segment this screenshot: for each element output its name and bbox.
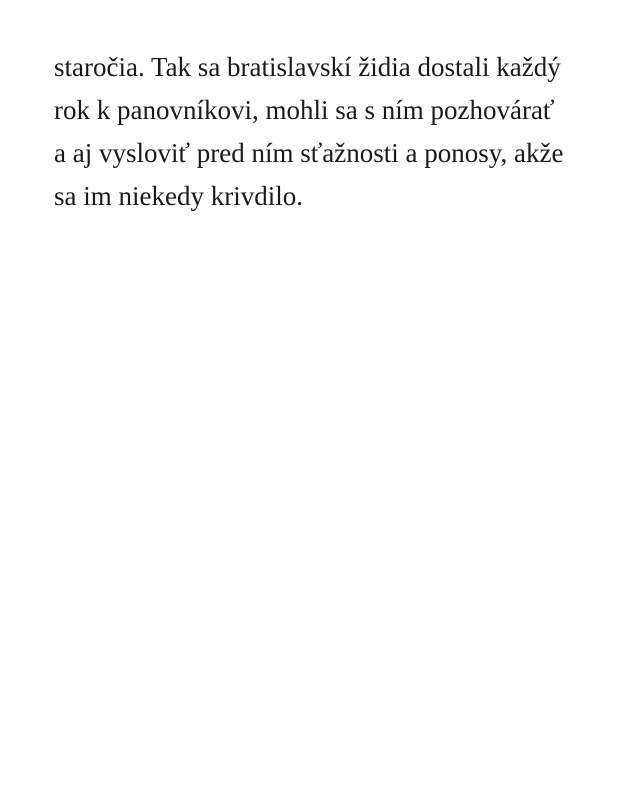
text-line-2: rok k panovníkovi, mohli sa s ním pozhovárať	[54, 95, 555, 125]
text-line-1: staročia. Tak sa bratislavskí židia dostali každý	[54, 52, 561, 82]
text-line-3: a aj vysloviť pred ním sťažnosti a ponosy, akže	[54, 138, 564, 168]
text-line-4: sa im niekedy krivdilo.	[54, 181, 303, 211]
body-paragraph	[54, 46, 594, 218]
